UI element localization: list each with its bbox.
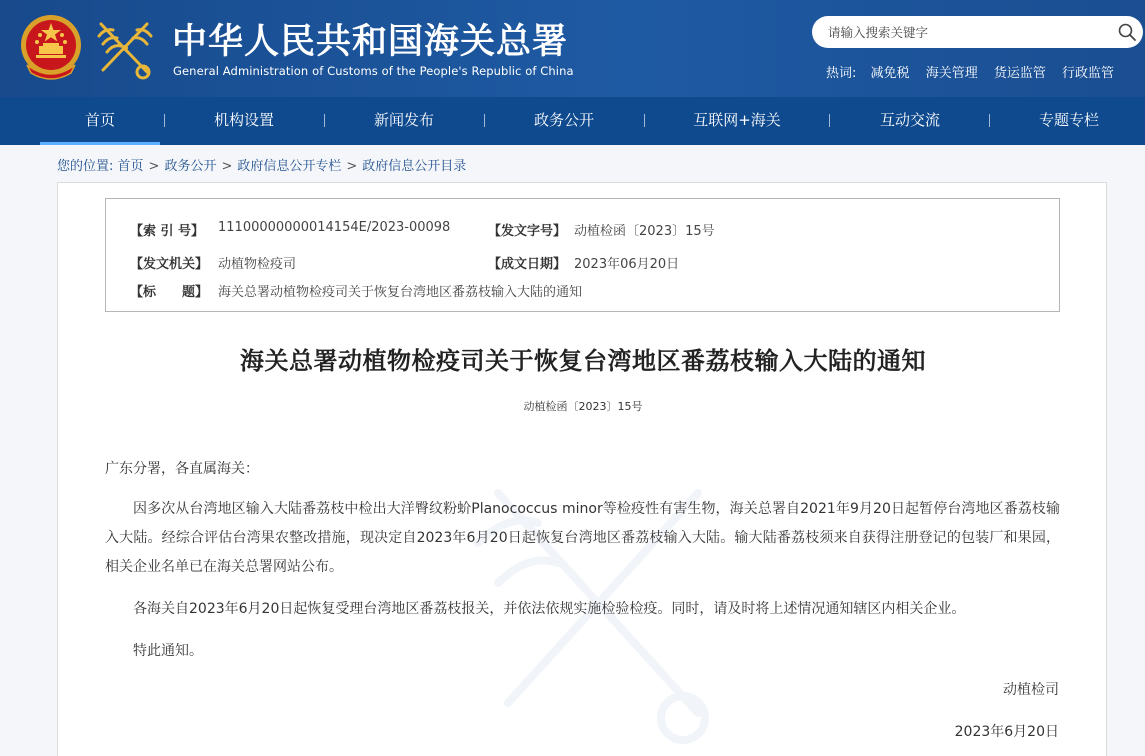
nav-item-home[interactable]: 首页 <box>40 97 160 145</box>
site-header <box>0 0 1145 97</box>
national-emblem-icon[interactable] <box>19 13 83 81</box>
nav-item-organization[interactable]: 机构设置 <box>213 111 274 129</box>
main-nav <box>0 97 1145 145</box>
document-addressee: 广东分署，各直属海关： <box>105 461 259 477</box>
customs-logo-icon[interactable] <box>93 14 157 82</box>
document-signer: 动植检司 <box>1003 682 1059 698</box>
breadcrumb-prefix: 您的位置: <box>57 159 114 174</box>
hotwords-label: 热词: <box>826 66 857 81</box>
breadcrumb <box>57 155 466 174</box>
hotwords <box>826 62 1126 81</box>
nav-separator <box>324 114 325 127</box>
breadcrumb-separator: > <box>148 159 160 174</box>
search-input[interactable] <box>828 22 1108 42</box>
issuer-label: 【发文机关】 <box>130 257 209 272</box>
breadcrumb-item[interactable]: 首页 <box>117 159 144 174</box>
site-title[interactable]: 中华人民共和国海关总署 <box>172 21 569 62</box>
issuer-value: 动植物检疫司 <box>218 257 297 272</box>
document-paragraph-2: 各海关自2023年6月20日起恢复受理台湾地区番荔枝报关，并依法依规实施检验检疫。同时，请及时将上述情况通知辖区内相关企业。 <box>133 601 966 617</box>
breadcrumb-separator: > <box>346 159 358 174</box>
hotword-link[interactable]: 海关管理 <box>925 66 978 81</box>
breadcrumb-item[interactable]: 政府信息公开专栏 <box>237 159 342 174</box>
nav-item-news[interactable]: 新闻发布 <box>373 111 434 129</box>
nav-separator <box>484 114 485 127</box>
breadcrumb-item[interactable]: 政务公开 <box>164 159 217 174</box>
nav-separator <box>644 114 645 127</box>
document-paragraph-1: 因多次从台湾地区输入大陆番荔枝中检出大洋臀纹粉蚧Planococcus minor等检疫性有害生物，海关总署自2021年9月20日起暂停台湾地区番荔枝输入大陆。经综合评估台湾果农整改措施，现决定自2023年6月20日起恢复台湾地区番荔枝输入大陆。输大陆番荔枝须来自获得注册登记的包装厂和果园，相关企业名单已在海关总署网站公布。 <box>105 501 1060 575</box>
document-title: 海关总署动植物检疫司关于恢复台湾地区番荔枝输入大陆的通知 <box>240 347 926 375</box>
nav-item-gov-affairs[interactable]: 政务公开 <box>533 111 594 129</box>
hotword-link[interactable]: 减免税 <box>870 66 910 81</box>
nav-separator <box>989 114 990 127</box>
index-value: 11100000000014154E/2023-00098 <box>218 220 451 235</box>
title-value: 海关总署动植物检疫司关于恢复台湾地区番荔枝输入大陆的通知 <box>218 285 583 300</box>
nav-item-internet-customs[interactable]: 互联网+海关 <box>693 111 781 129</box>
hotword-link[interactable]: 行政监管 <box>1062 66 1115 81</box>
nav-item-interaction[interactable]: 互动交流 <box>879 111 940 129</box>
nav-item-special-topics[interactable]: 专题专栏 <box>1038 111 1099 129</box>
hotword-link[interactable]: 货运监管 <box>993 66 1046 81</box>
search-icon[interactable] <box>1117 22 1137 42</box>
search-box[interactable] <box>812 16 1143 48</box>
title-label: 【标 题】 <box>130 285 209 300</box>
doc-number-value: 动植检函〔2023〕15号 <box>574 224 715 239</box>
site-subtitle: General Administration of Customs of the People's Republic of China <box>173 64 574 78</box>
breadcrumb-separator: > <box>221 159 233 174</box>
date-value: 2023年06月20日 <box>574 257 680 272</box>
nav-separator <box>829 114 830 127</box>
index-label: 【索 引 号】 <box>130 224 205 239</box>
date-label: 【成文日期】 <box>488 257 567 272</box>
document-number: 动植检函〔2023〕15号 <box>523 400 643 413</box>
document-metadata <box>105 198 1060 312</box>
breadcrumb-item[interactable]: 政府信息公开目录 <box>362 159 467 174</box>
nav-separator <box>164 114 165 127</box>
document-sign-date: 2023年6月20日 <box>954 724 1059 740</box>
doc-number-label: 【发文字号】 <box>488 224 567 239</box>
content-panel <box>57 182 1107 756</box>
document-paragraph-3: 特此通知。 <box>133 643 203 659</box>
